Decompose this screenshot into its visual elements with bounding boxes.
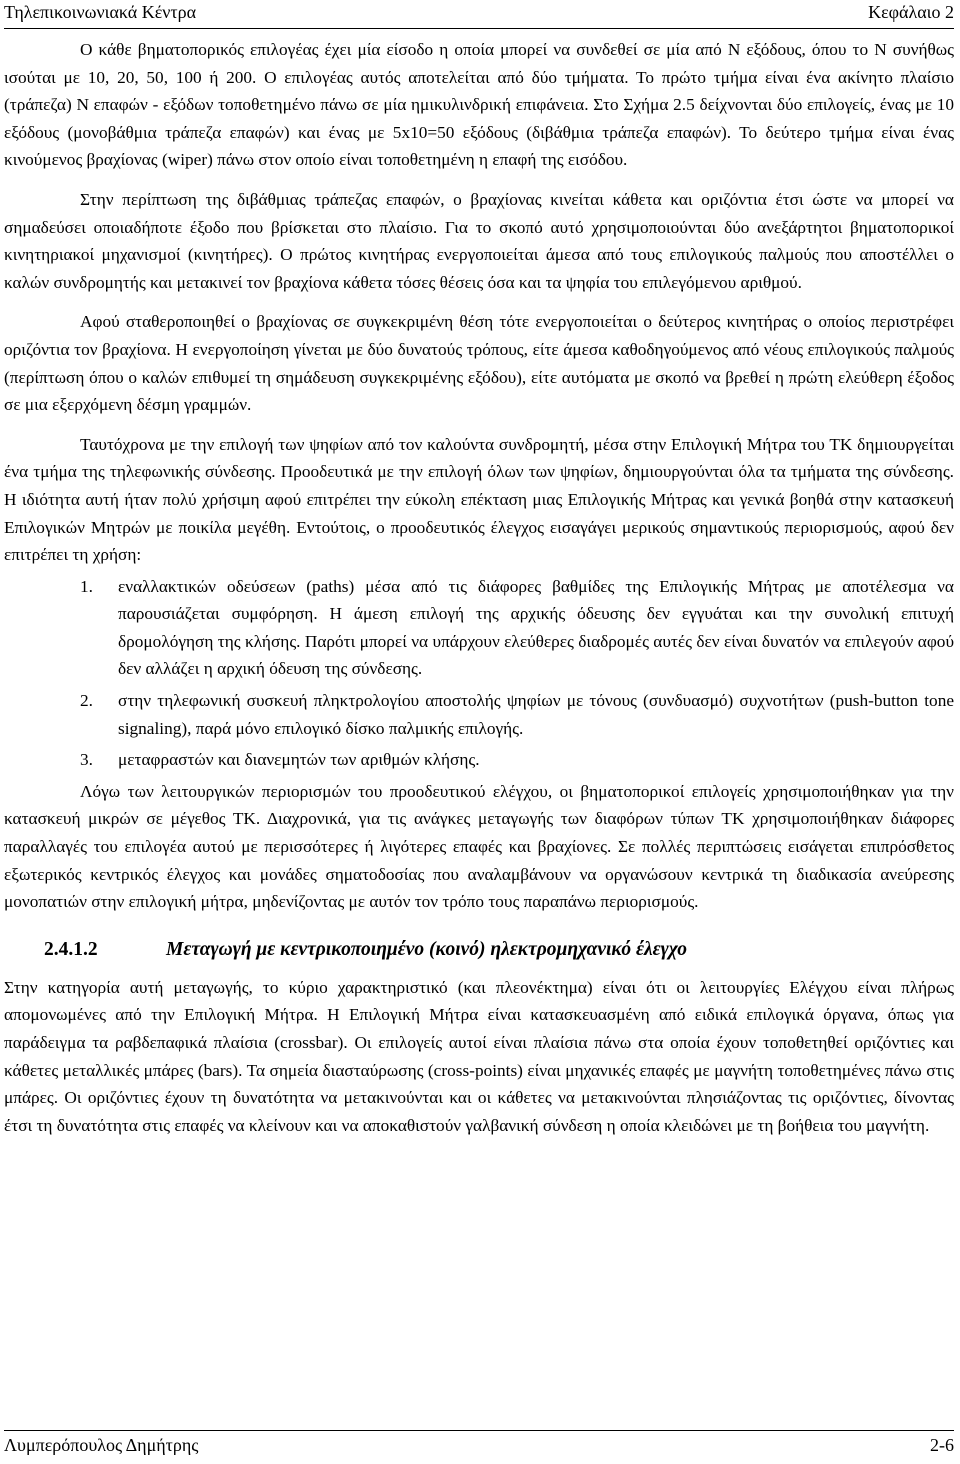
page-header <box>4 0 954 29</box>
paragraph: Λόγω των λειτουργικών περιορισμών του προοδευτικού ελέγχου, οι βηματοπορικοί επιλογείς χρησιμοποιήθηκαν για την κατασκευή μικρών σε μέγεθος ΤΚ. Διαχρονικά, για τις ανάγκες μεταγωγής των διαφόρων τύπων ΤΚ χρησιμοποιήθηκαν διάφορες παραλλαγές του επιλογέα αυτού με περισσότερες ή λιγότερες επαφές και βραχίονες. Σε πολλές περιπτώσεις εισάγεται επιπρόσθετος εξωτερικός κεντρικός έλεγχος και μονάδες σηματοδοσίας που αναλαμβάνουν να οργανώσουν κεντρικά τη διαδικασία ανεύρεσης μονοπατιών στην επιλογική μήτρα, μηδενίζοντας με αυτόν τον τρόπο τους παραπάνω περιορισμούς. <box>4 781 954 912</box>
paragraph: Ταυτόχρονα με την επιλογή των ψηφίων από τον καλούντα συνδρομητή, μέσα στην Επιλογική Μήτρα του ΤΚ δημιουργείται ένα τμήμα της τηλεφωνικής σύνδεσης. Προοδευτικά με την επιλογή όλων των ψηφίων, δημιουργούνται όλα τα τμήματα της σύνδεσης. Η ιδιότητα αυτή ήταν πολύ χρήσιμη αφού επιτρέπει την εύκολη επέκταση μιας Επιλογικής Μήτρας και γενικά βοηθά στην κατασκευή Επιλογικών Μητρών με ποικίλα μεγέθη. Εντούτοις, ο προοδευτικός έλεγχος εισαγάγει μερικούς σημαντικούς περιορισμούς, αφού δεν επιτρέπει τη χρήση: <box>4 434 954 565</box>
list-item <box>4 746 954 774</box>
section-heading <box>4 936 954 964</box>
header-title: Τηλεπικοινωνιακά Κέντρα <box>4 2 197 22</box>
footer-author: Λυμπερόπουλος Δημήτρης <box>4 1435 199 1455</box>
list-item-text: στην τηλεφωνική συσκευή πληκτρολογίου αποστολής ψηφίων με τόνους (συνδυασμό) συχνοτήτων (push-button tone signaling), παρά μόνο επιλογικό δίσκο παλμικής επιλογής. <box>118 691 954 738</box>
list-item-text: μεταφραστών και διανεμητών των αριθμών κλήσης. <box>118 750 480 770</box>
page-number: 2-6 <box>930 1435 954 1455</box>
list-item-number: 3. <box>80 750 93 770</box>
header-chapter: Κεφάλαιο 2 <box>868 2 954 22</box>
section-number: 2.4.1.2 <box>44 938 98 960</box>
page-footer <box>4 1430 954 1457</box>
paragraph: Στην περίπτωση της διβάθμιας τράπεζας επαφών, ο βραχίονας κινείται κάθετα και οριζόντια έτσι ώστε να μπορεί να σημαδεύσει οποιαδήποτε έξοδο που βρίσκεται στο πλαίσιο. Για το σκοπό αυτό χρησιμοποιούνται δύο ανεξάρτητοι βηματοπορικοί κινητηριακοί μηχανισμοί (κινητήρες). Ο πρώτος κινητήρας ενεργοποιείται άμεσα από τους επιλογικούς παλμούς που αποστέλλει ο καλών συνδρομητής και μετακινεί τον βραχίονα κάθετα τόσες θέσεις όσα και τα ψηφία του επιλεγόμενου αριθμού. <box>4 189 954 292</box>
list-item-number: 2. <box>80 691 93 711</box>
list-item-number: 1. <box>80 576 93 596</box>
section-title: Μεταγωγή με κεντρικοποιημένο (κοινό) ηλεκτρομηχανικό έλεγχο <box>166 938 687 960</box>
restrictions-list <box>4 573 954 774</box>
paragraph: Αφού σταθεροποιηθεί ο βραχίονας σε συγκεκριμένη θέση τότε ενεργοποιείται ο δεύτερος κινητήρας ο οποίος περιστρέφει οριζόντια τον βραχίονα. Η ενεργοποίηση γίνεται με δύο δυνατούς τρόπους, είτε άμεσα καθοδηγούμενος από νέους επιλογικούς παλμούς (περίπτωση όπου ο καλών επιθυμεί τη σημάδευση συγκεκριμένης εξόδου), είτε αυτόματα με σκοπό να βρεθεί η πρώτη ελεύθερη έξοδος σε μια εξερχόμενη δέσμη γραμμών. <box>4 312 954 415</box>
list-item <box>4 573 954 683</box>
paragraph: Στην κατηγορία αυτή μεταγωγής, το κύριο χαρακτηριστικό (και πλεονέκτημα) είναι ότι οι λειτουργίες Ελέγχου είναι πλήρως απομονωμένες από την Επιλογική Μήτρα. Η Επιλογική Μήτρα είναι κατασκευασμένη από ειδικά επιλογικά όργανα, όπως για παράδειγμα τα ραβδεπαφικά πλαίσια (crossbar). Οι επιλογείς αυτοί είναι πλαίσια πάνω στα οποία έχουν τοποθετηθεί οριζόντιες και κάθετες μεταλλικές μπάρες (bars). Τα σημεία διασταύρωσης (cross-points) είναι μηχανικές επαφές με μαγνήτη τοποθετημένες πάνω στις μπάρες. Οι οριζόντιες έχουν τη δυνατότητα να μετακινούνται και οι κάθετες να μετακινούνται πλησιάζοντας τις οριζόντιες, δίνοντας έτσι τη δυνατότητα στις επαφές να κλείνουν και να αποκαθιστούν γαλβανική σύνδεση η οποία κλειδώνει με τη βοήθεια του μαγνήτη. <box>4 977 954 1135</box>
page-body <box>4 36 954 1139</box>
list-item-text: εναλλακτικών οδεύσεων (paths) μέσα από τις διάφορες βαθμίδες της Επιλογικής Μήτρας με αποτέλεσμα να παρουσιάζεται συμφόρηση. Η άμεση επιλογή της αρχικής όδευσης δεν εγγυάται και την συνολική επιτυχή δρομολόγηση της κλήσης. Παρότι μπορεί να υπάρχουν ελεύθερες διαδρομές αυτές δεν είναι δυνατόν να επιλεγούν αφού δεν αλλάζει η αρχική όδευση της σύνδεσης. <box>118 576 954 679</box>
list-item <box>4 687 954 742</box>
paragraph: Ο κάθε βηματοπορικός επιλογέας έχει μία είσοδο η οποία μπορεί να συνδεθεί σε μία από N εξόδους, όπου το N συνήθως ισούται με 10, 20, 50, 100 ή 200. Ο επιλογέας αυτός αποτελείται από δύο τμήματα. Το πρώτο τμήμα είναι ένα ακίνητο πλαίσιο (τράπεζα) N επαφών - εξόδων τοποθετημένο πάνω σε μία ημικυλινδρική επιφάνεια. Στο Σχήμα 2.5 δείχνονται δύο επιλογείς, ένας με 10 εξόδους (μονοβάθμια τράπεζα επαφών) και ένας με 5x10=50 εξόδους (διβάθμια τράπεζα επαφών). Το δεύτερο τμήμα είναι ένας κινούμενος βραχίονας (wiper) πάνω στον οποίο είναι τοποθετημένη η επαφή της εισόδου. <box>4 40 954 170</box>
